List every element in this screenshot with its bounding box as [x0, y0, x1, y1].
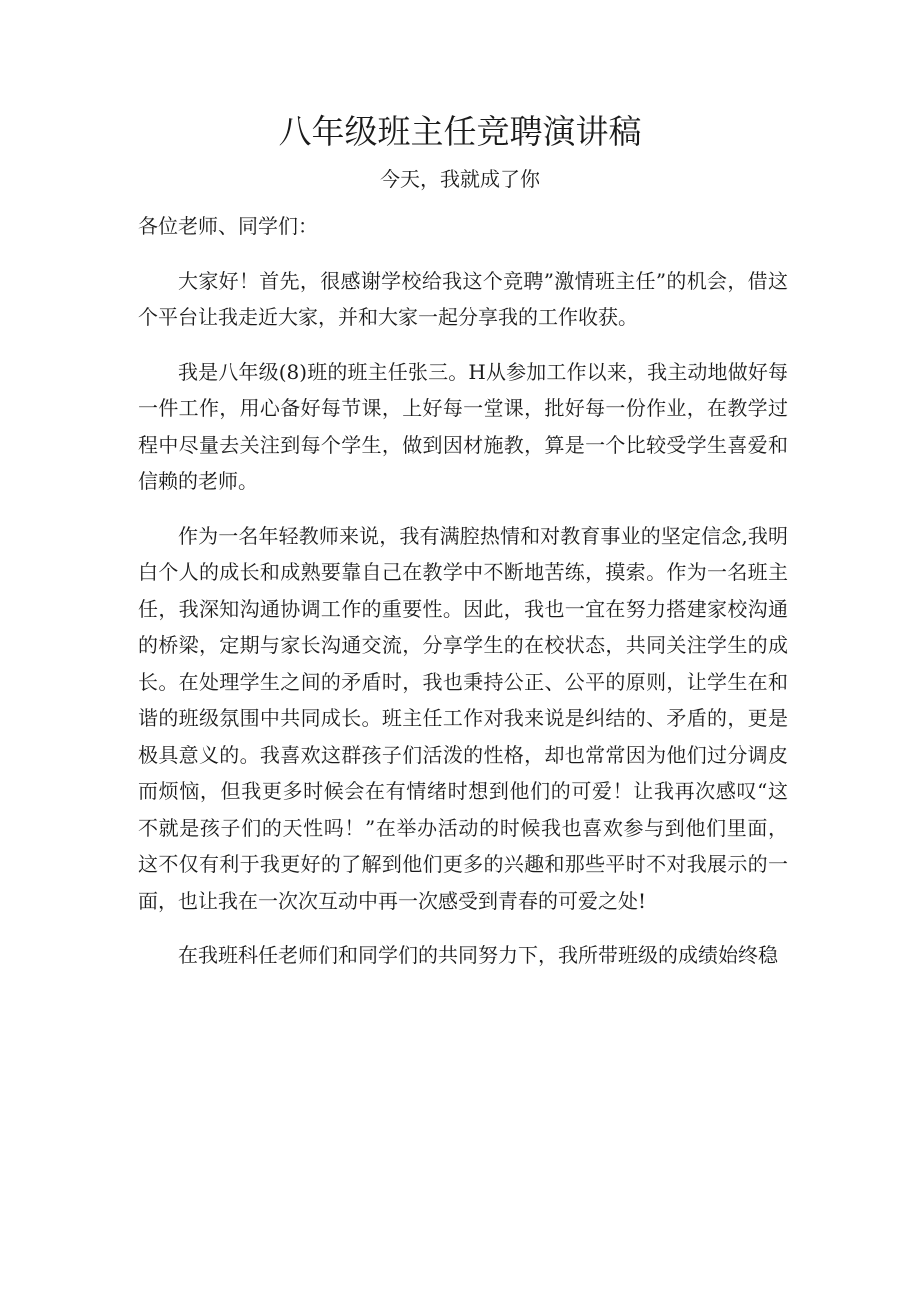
paragraph-3: 作为一名年轻教师来说，我有满腔热情和对教育事业的坚定信念,我明白个人的成长和成熟要靠自己在教学中不断地苦练，摸索。作为一名班主任，我深知沟通协调工作的重要性。因此，我也一宜在努力搭建家校沟通的桥梁，定期与家长沟通交流，分享学生的在校状态，共同关注学生的成长。在处理学生之间的矛盾时，我也秉持公正、公平的原则，让学生在和谐的班级氛围中共同成长。班主任工作对我来说是纠结的、矛盾的，更是极具意义的。我喜欢这群孩子们活泼的性格，却也常常因为他们过分调皮而烦恼，但我更多时候会在有情绪时想到他们的可爱！让我再次感叹“这不就是孩子们的天性吗！”在举办活动的时候我也喜欢参与到他们里面，这不仅有利于我更好的了解到他们更多的兴趣和那些平时不对我展示的一面，也让我在一次次互动中再一次感受到青春的可爱之处!: [138, 523, 788, 913]
paragraph-gap: [138, 919, 788, 937]
paragraph-2: 我是八年级(8)班的班主任张三。H从参加工作以来，我主动地做好每一件工作，用心备好每节课，上好每一堂课，批好每一份作业，在教学过程中尽量去关注到每个学生，做到因材施教，算是一个比较受学生喜爱和信赖的老师。: [138, 359, 788, 493]
paragraph-gap: [138, 336, 788, 354]
paragraph-4: 在我班科任老师们和同学们的共同努力下，我所带班级的成绩始终稳: [178, 943, 778, 967]
document-title: 八年级班主任竞聘演讲稿: [278, 112, 642, 151]
greeting: 各位老师、同学们：: [138, 214, 318, 238]
document-subtitle: 今天，我就成了你: [380, 167, 540, 191]
document-body: [138, 208, 788, 974]
paragraph-gap: [138, 500, 788, 518]
paragraph-gap: [138, 245, 788, 263]
paragraph-1: 大家好！首先，很感谢学校给我这个竞聘”激情班主任”的机会，借这个平台让我走近大家，并和大家一起分享我的工作收获。: [138, 268, 788, 329]
